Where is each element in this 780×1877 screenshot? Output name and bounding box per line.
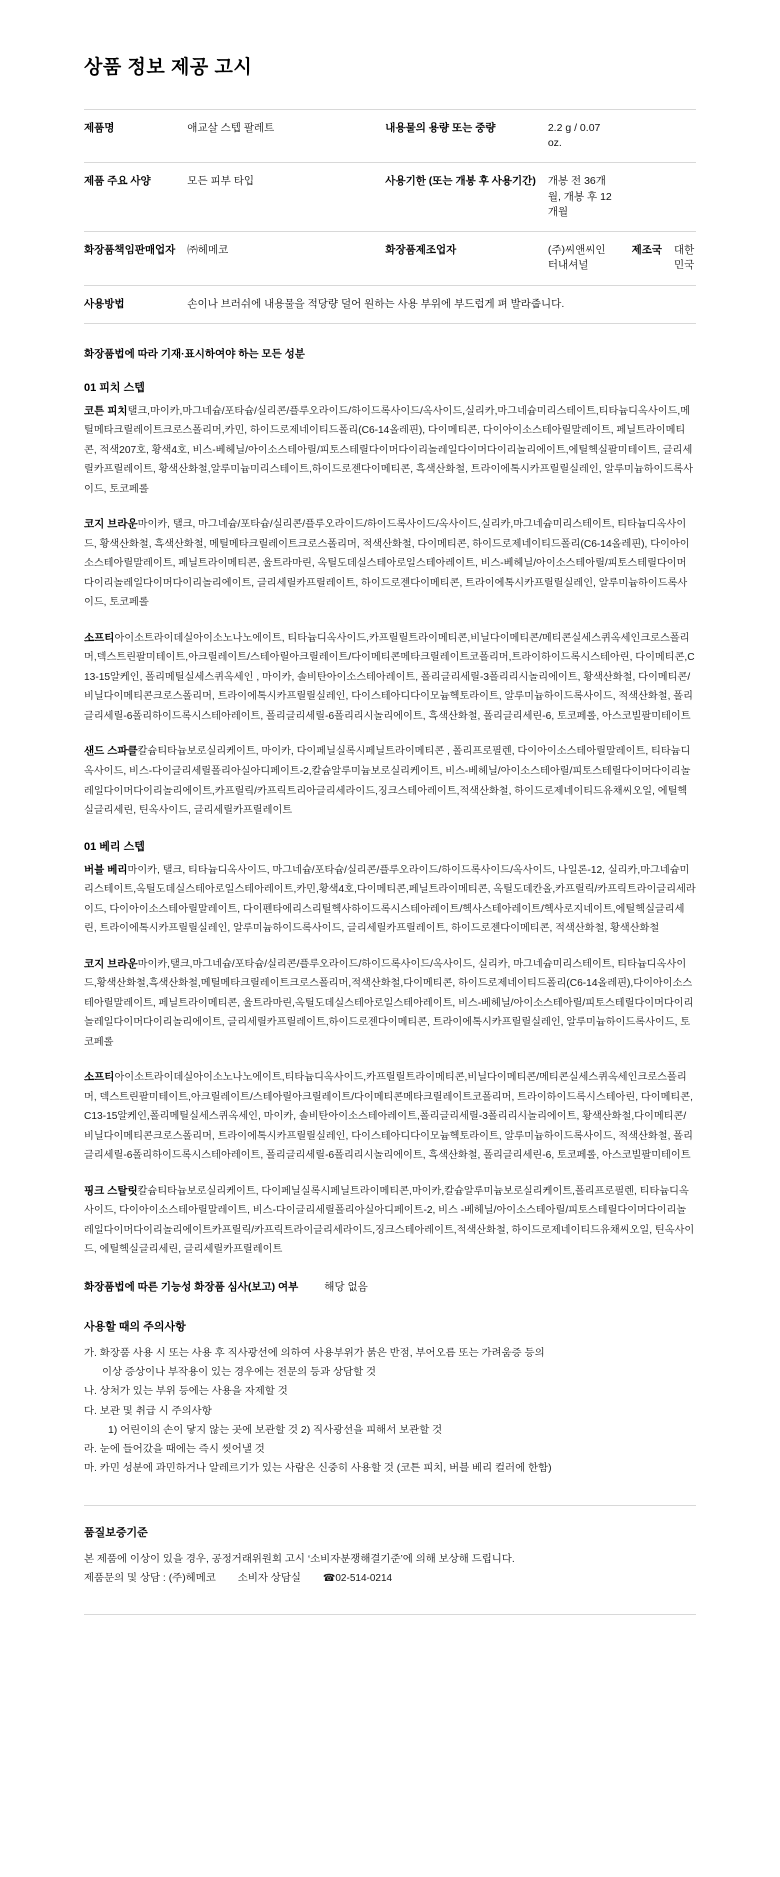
list-item: 1) 어린이의 손이 닿지 않는 곳에 보관할 것 2) 직사광선을 피해서 보관할 것 <box>108 1424 443 1436</box>
caution-list <box>84 1344 696 1479</box>
ingredient-item <box>84 401 696 499</box>
ingredient-name: 버블 베리 <box>84 863 128 876</box>
list-item: 나. 상처가 있는 부위 등에는 사용을 자제할 것 <box>84 1386 288 1398</box>
spec-value-product-name: 애교살 스텝 팔레트 <box>187 122 275 134</box>
table-row <box>84 163 696 232</box>
list-item: 다. 보관 및 취급 시 주의사항 <box>84 1405 212 1417</box>
ingredient-body: 아이소트라이데실아이소노나노에이트, 티타늄디옥사이드,카프릴릴트라이메티콘,비닐다이메티콘/메티콘실세스퀴옥세인크로스폴리머,덱스트린팔미테이트,아크릴레이트/스테아릴아크릴레이트/다이메티콘메타크릴레이트코폴리머,트라이하이드록시스테아린, 다이메티콘,C13-15알케인, 폴리메틸실세스퀴옥세인 , 마이카, 솔비탄아이소스테아레이트, 폴리글리세릴-3폴리리시놀리에이트, 황색산화철, 다이메티콘/비닐다이메티콘크로스폴리머, 트라이에톡시카프릴릴실레인, 다이스테아디다이모늄헥토라이트, 알루미늄하이드록사이드, 적색산화철, 폴리글리세릴-6폴리하이드록시스테아레이트, 폴리글리세릴-6폴리리시놀리에이트, 흑색산화철, 폴리글리세린-6, 토코페롤, 아스코빌팔미테이트 <box>84 632 695 722</box>
functional-review-value: 해당 없음 <box>324 1280 368 1293</box>
list-item: 마. 카민 성분에 과민하거나 알레르기가 있는 사람은 신중히 사용할 것 (코튼 피치, 버블 베리 컬러에 한함) <box>84 1463 552 1475</box>
spec-value-country: 대한민국 <box>674 244 695 272</box>
table-row <box>84 232 696 285</box>
divider <box>84 1505 696 1506</box>
ingredient-body: 칼슘티타늄보로실리케이트, 다이페닐실록시페닐트라이메티콘,마이카,칼슘알루미늄보로실리케이트,폴리프로필렌, 티타늄디옥사이드, 다이아이소스테아릴말레이트, 비스-다이글리세릴폴리아실아디페이트-2, 비스 -베헤닐/아이소스테아릴/피토스테릴다이머다이리놀레일다이머다이리놀리에이트카프릴릭/카프릭트라이글리세라이드,징크스테아레이트,적색산화철, 하이드로제네이티드유채씨오일, 틴옥사이드, 에틸헥실글리세린, 글리세릴카프릴레이트 <box>84 1185 695 1256</box>
spec-label-main-spec: 제품 주요 사양 <box>84 175 151 188</box>
ingredient-item <box>84 741 696 819</box>
ingredient-item <box>84 514 696 612</box>
contact-dept: 소비자 상담실 <box>237 1572 301 1584</box>
spec-label-country: 제조국 <box>631 244 663 257</box>
ingredient-name: 샌드 스파클 <box>84 745 138 758</box>
ingredient-body: 마이카,탤크,마그네슘/포타슘/실리콘/플루오라이드/하이드록사이드/옥사이드, 실리카, 마그네슘미리스테이트, 티타늄디옥사이드,황색산화철,흑색산화철,메틸메타크릴레이트크로스폴리머,적색산화철,다이메티콘, 하이드로제네이티드폴리(C6-14올레핀),다이아이소스테아릴말레이트, 페닐트라이메티콘, 울트라마린,옥틸도데실스테아로일스테아레이트, 비스-베헤닐/아이소스테아릴/피토스테릴다이머다이리놀레일다이머다이리놀리에이트, 글리세릴카프릴레이트,하이드로젠다이메티콘, 트라이에톡시카프릴릴실레인, 알루미늄하이드록사이드, 토코페롤 <box>84 958 694 1048</box>
spec-label-manufacturer: 화장품제조업자 <box>385 244 457 257</box>
table-row <box>84 110 696 163</box>
ingredient-item <box>84 954 696 1052</box>
spec-value-manufacturer: (주)씨앤씨인터내셔널 <box>547 244 606 272</box>
ingredient-group-heading-1: 01 피치 스텝 <box>84 381 145 394</box>
functional-review-label: 화장품법에 따른 기능성 화장품 심사(보고) 여부 <box>84 1280 299 1293</box>
ingredients-heading: 화장품법에 따라 기재·표시하여야 하는 모든 성분 <box>84 347 305 360</box>
ingredient-body: 마이카, 탤크, 마그네슘/포타슘/실리콘/플루오라이드/하이드록사이드/옥사이드,실리카,마그네슘미리스테이트, 티타늄디옥사이드, 황색산화철, 흑색산화철, 메틸메타크릴레이트크로스폴리머, 적색산화철, 다이메티콘, 하이드로제네이티드폴리(C6-14올레핀), 다이아이소스테아릴말레이트, 페닐트라이메티콘, 울트라마린, 옥틸도데실스테아로일스테아레이트, 비스-베헤닐/아이소스테아릴/피토스테릴다이머다이리놀레일다이머다이리놀리에이트, 글리세릴카프릴레이트, 하이드로젠다이메티콘, 트라이에톡시카프릴릴실레인, 알루미늄하이드록사이드, 토코페롤 <box>84 519 690 609</box>
ingredient-name: 소프티 <box>84 1071 115 1084</box>
ingredient-item <box>84 860 696 938</box>
spec-table <box>84 109 696 324</box>
ingredient-name: 코지 브라운 <box>84 518 138 531</box>
spec-label-product-name: 제품명 <box>84 122 115 134</box>
spec-empty-cell-2 <box>662 110 696 163</box>
spec-label-volume: 내용물의 용량 또는 중량 <box>385 122 496 134</box>
caution-title: 사용할 때의 주의사항 <box>84 1320 186 1333</box>
guarantee-line-1: 본 제품에 이상이 있을 경우, 공정거래위원회 고시 ‘소비자분쟁해결기준’에 의해 보상해 드립니다. <box>84 1553 515 1565</box>
ingredient-name: 핑크 스탈릿 <box>84 1184 138 1197</box>
list-item: 가. 화장품 사용 시 또는 사용 후 직사광선에 의하여 사용부위가 붉은 반점, 부어오름 또는 가려움증 등의 <box>84 1347 545 1359</box>
guarantee-line-2 <box>84 1569 696 1589</box>
spec-value-main-spec: 모든 피부 타입 <box>187 175 254 188</box>
ingredient-name: 코지 브라운 <box>84 957 138 970</box>
list-item: 라. 눈에 들어갔을 때에는 즉시 씻어낼 것 <box>84 1444 265 1456</box>
contact-company: (주)헤메코 <box>168 1572 216 1584</box>
ingredient-item <box>84 1181 696 1259</box>
spec-value-usage: 손이나 브러쉬에 내용물을 적당량 덜어 원하는 사용 부위에 부드럽게 펴 발라줍니다. <box>187 297 565 310</box>
list-item: 이상 증상이나 부작용이 있는 경우에는 전문의 등과 상담할 것 <box>102 1367 377 1379</box>
contact-phone: ☎02-514-0214 <box>322 1572 393 1584</box>
ingredient-item <box>84 1067 696 1165</box>
spec-empty-cell-3 <box>616 163 662 232</box>
functional-review-row <box>84 1279 696 1294</box>
spec-label-usage: 사용방법 <box>84 297 125 310</box>
spec-label-seller: 화장품책임판매업자 <box>84 244 176 257</box>
spec-empty-cell-1 <box>616 110 662 163</box>
ingredient-body: 칼슘티타늄보로실리케이트, 마이카, 다이페닐실록시페닐트라이메티콘 , 폴리프로필렌, 다이아이소스테아릴말레이트, 티타늄디옥사이드, 비스-다이글리세릴폴리아실아디페이트-2,칼슘알루미늄보로실리케이트, 비스-베헤닐/아이소스테아릴/피토스테릴다이머다이리놀레일다이머다이리놀리에이트,카프릴릭/카프릭트리아글리세라이드,징크스테아레이트,적색산화철, 하이드로제네이티드유채씨오일, 에틸헥실글리세린, 틴옥사이드, 글리세릴카프릴레이트 <box>84 746 691 817</box>
ingredient-group-heading-2: 01 베리 스텝 <box>84 840 145 853</box>
spec-value-volume: 2.2 g / 0.07 oz. <box>547 122 601 150</box>
ingredient-name: 소프티 <box>84 631 115 644</box>
guarantee-body <box>84 1550 696 1589</box>
spec-value-expiry: 개봉 전 36개월, 개봉 후 12개월 <box>547 175 612 218</box>
page-title: 상품 정보 제공 고시 <box>84 57 253 78</box>
ingredient-body: 탤크,마이카,마그네슘/포타슘/실리콘/플루오라이드/하이드록사이드/옥사이드,실리카,마그네슘미리스테이트,티타늄디옥사이드,메틸메타크릴레이트크로스폴리머,카민, 하이드로제네이티드폴리(C6-14올레핀), 다이메티콘, 다이아이소스테아릴말레이트, 페닐트라이메티콘, 적색207호, 황색4호, 비스-베헤닐/아이소스테아릴/피토스테릴다이머다이리놀레일다이머다이리놀리에이트,에틸헥실팔미테이트, 글리세릴카프릴레이트, 황색산화철,알루미늄미리스테이트,하이드로젠다이메티콘, 흑색산화철, 트라이에톡시카프릴릴실레인, 알루미늄하이드록사이드, 토코페롤 <box>84 405 693 495</box>
guarantee-title: 품질보증기준 <box>84 1526 148 1539</box>
spec-empty-cell-4 <box>662 163 696 232</box>
ingredient-body: 아이소트라이데실아이소노나노에이트,티타늄디옥사이드,카프릴릴트라이메티콘,비닐다이메티콘/메티콘실세스퀴옥세인크로스폴리머, 덱스트린팔미테이트,아크릴레이트/스테아릴아크릴레이트/다이메티콘메타크릴레이트코폴리머, 트라이하이드록시스테아린, 다이메티콘,C13-15알케인,폴리메틸실세스퀴옥세인, 마이카, 솔비탄아이소스테아레이트,폴리글리세릴-3폴리리시놀리에이트, 황색산화철,다이메티콘/비닐다이메티콘크로스폴리머, 트라이에톡시카프릴릴실레인, 다이스테아디다이모늄헥토라이트, 알루미늄하이드록사이드, 적색산화철, 폴리글리세릴-6폴리하이드록시스테아레이트, 폴리글리세릴-6폴리리시놀리에이트, 흑색산화철, 폴리글리세린-6, 토코페롤, 아스코빌팔미테이트 <box>84 1072 693 1162</box>
spec-label-expiry: 사용기한 (또는 개봉 후 사용기간) <box>385 175 536 188</box>
ingredient-name: 코튼 피치 <box>84 404 128 417</box>
contact-label: 제품문의 및 상담 : <box>84 1572 169 1584</box>
ingredient-item <box>84 628 696 726</box>
ingredient-body: 마이카, 탤크, 티타늄디옥사이드, 마그네슘/포타슘/실리콘/플루오라이드/하이드록사이드/옥사이드, 나일론-12, 실리카,마그네슘미리스테이트,옥틸도데실스테아로일스테아레이트,카민,황색4호,다이메티콘,페닐트라이메티콘, 옥틸도데칸올,카프릴릭/카프릭트라이글리세라이드, 다이아이소스테아릴말레이트, 다이펜타에리스리틸헥사하이드록시스테아레이트/헥사스테아레이트/헥사로지네이트,에틸헥실글리세린, 트라이에톡시카프릴릴실레인, 알루미늄하이드록사이드, 글리세릴카프릴레이트, 하이드로젠다이메티콘, 적색산화철, 황색산화철 <box>84 864 696 935</box>
divider-bottom <box>84 1614 696 1615</box>
table-row <box>84 285 696 323</box>
spec-value-seller: ㈜헤메코 <box>187 244 229 257</box>
